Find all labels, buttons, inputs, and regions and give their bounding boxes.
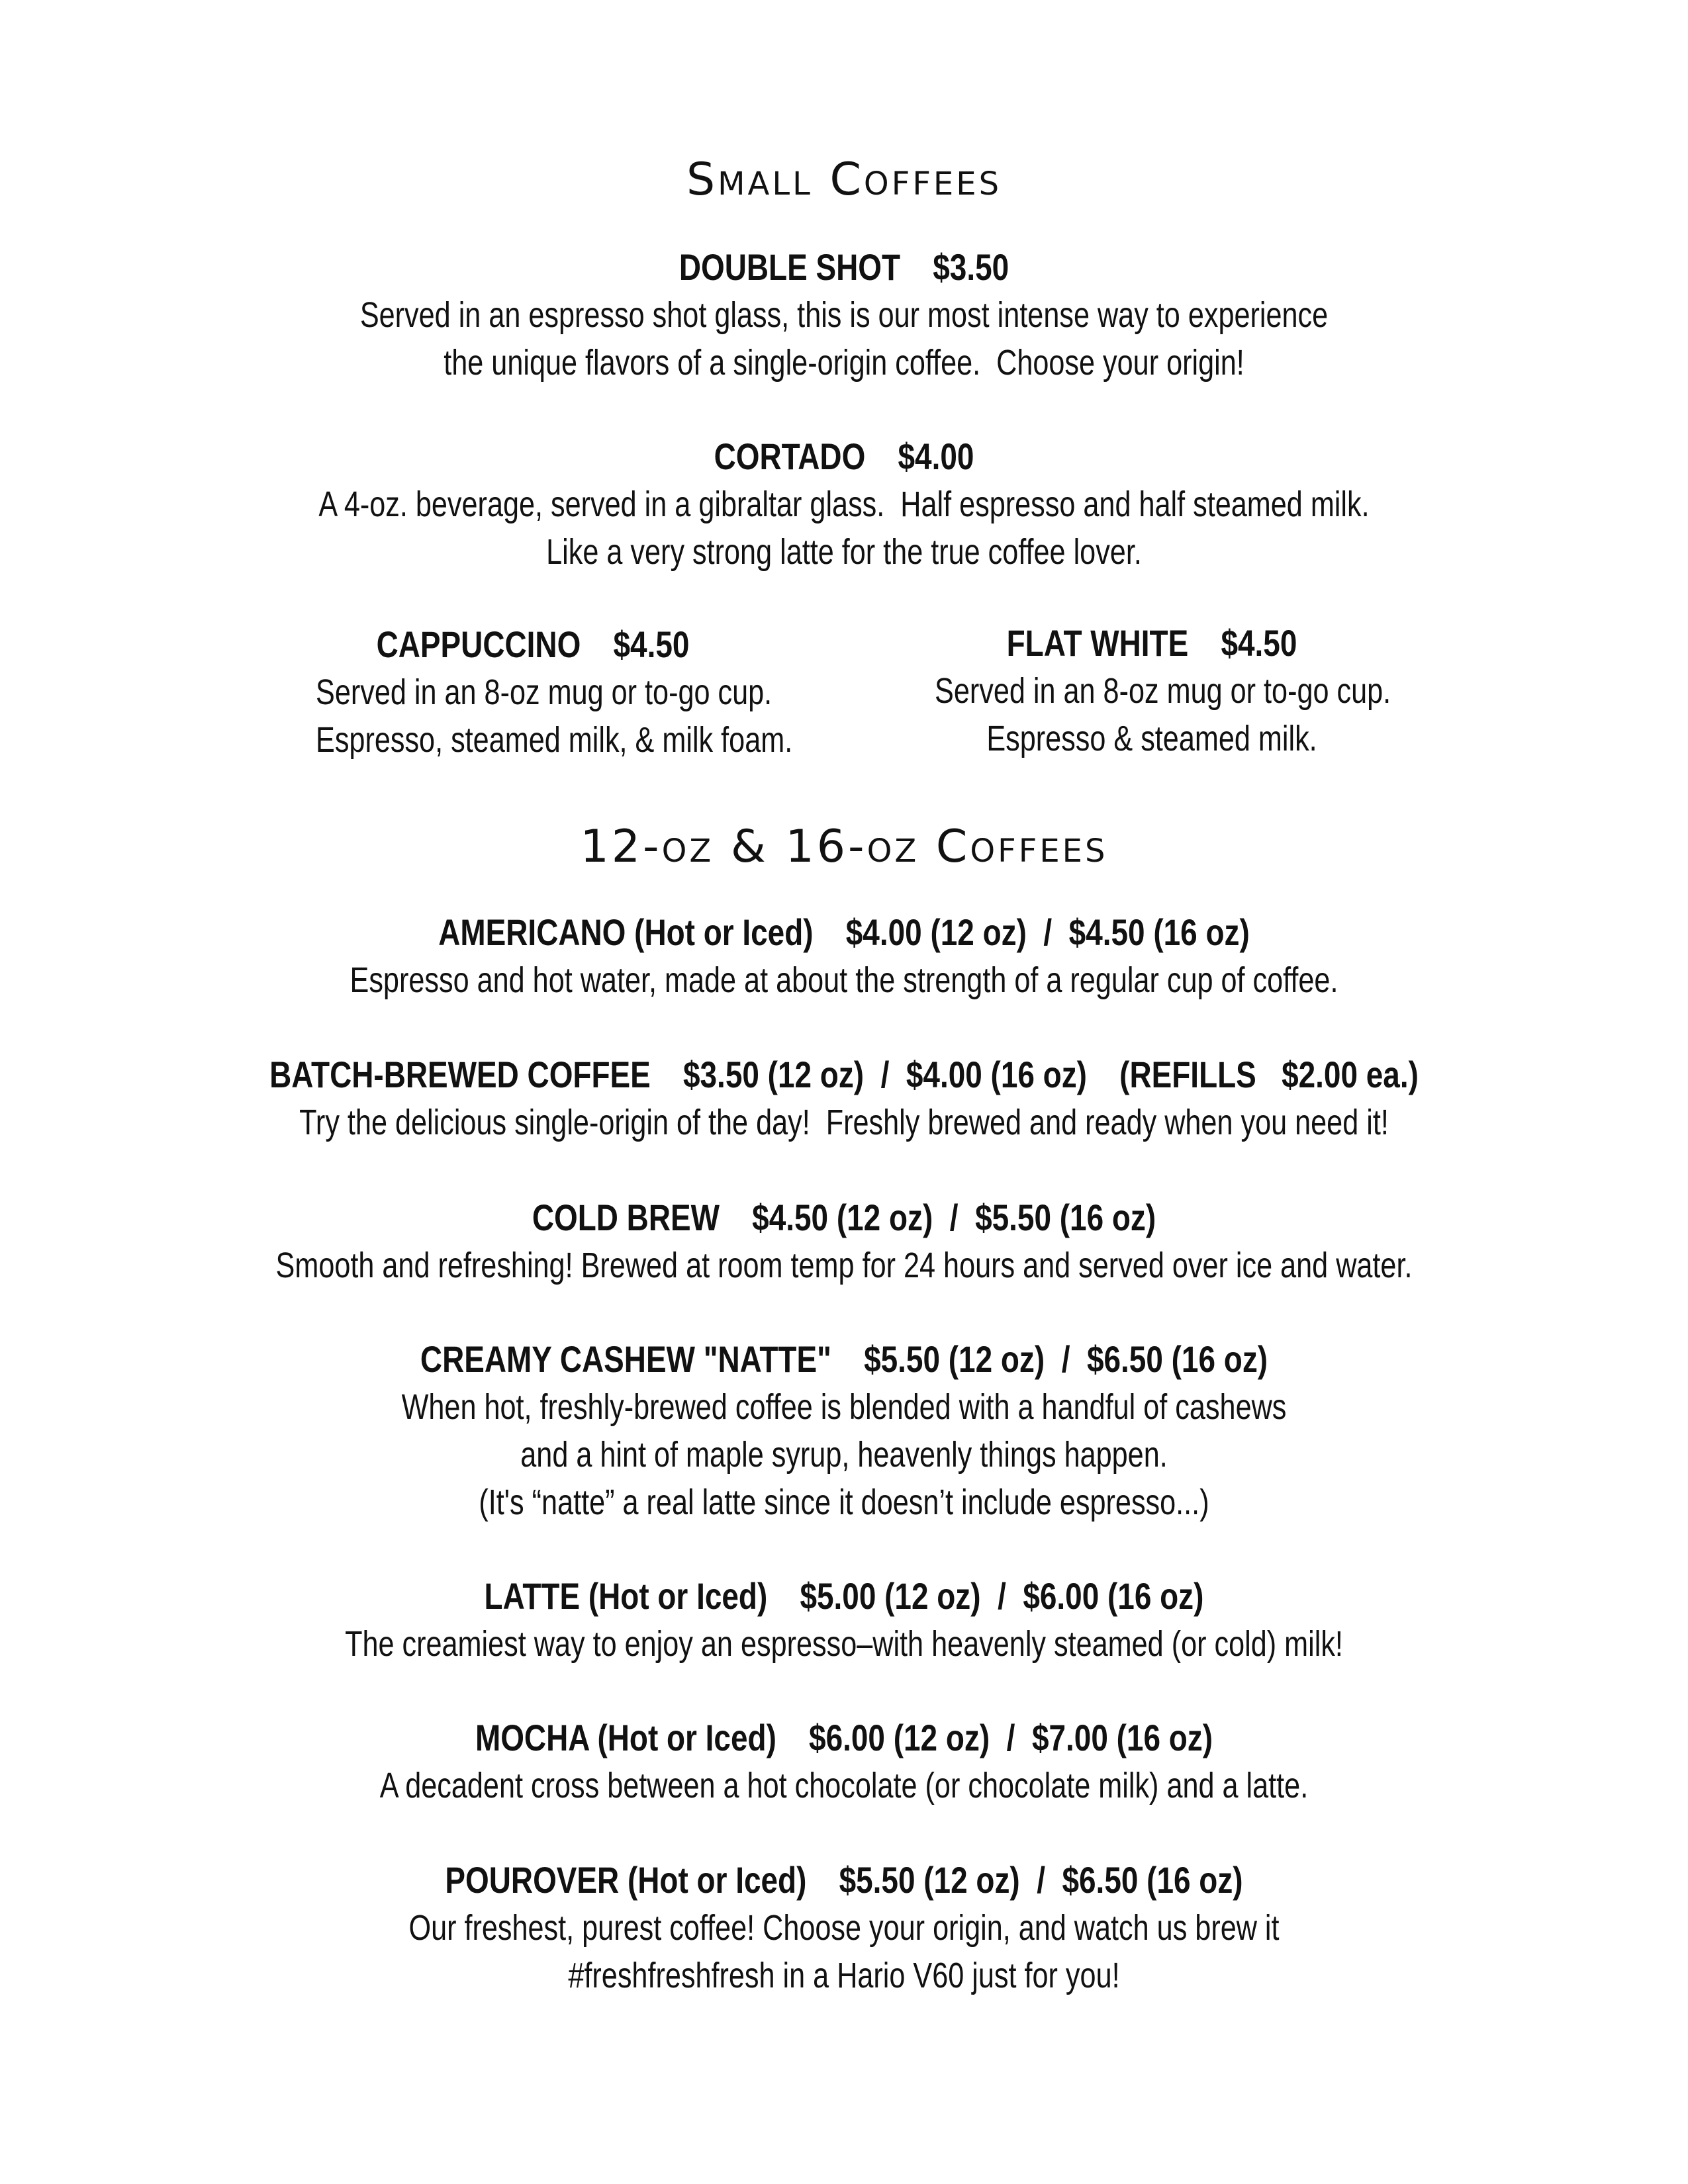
item-name: CREAMY CASHEW "NATTE" [420, 1338, 831, 1380]
item-description-line: Espresso, steamed milk, & milk foam. [316, 720, 793, 760]
item-name: AMERICANO (Hot or Iced) [438, 911, 814, 953]
item-name: MOCHA (Hot or Iced) [475, 1717, 776, 1758]
menu-item-creamy-cashew-natte [0, 1336, 1688, 1526]
item-price: $3.50 [933, 246, 1009, 288]
item-name: CORTADO [714, 435, 866, 477]
menu-item-cappuccino [261, 621, 804, 764]
item-description-line: (It's “natte” a real latte since it doesn’t include espresso...) [479, 1482, 1209, 1522]
menu-item-cold-brew [0, 1194, 1688, 1289]
item-name: FLAT WHITE [1006, 622, 1189, 664]
item-price: $4.00 [898, 435, 974, 477]
item-refill-price: (REFILLS $2.00 ea.) [1119, 1054, 1419, 1095]
menu-item-double-shot [0, 244, 1688, 387]
item-description-line: Espresso and hot water, made at about the strength of a regular cup of coffee. [350, 960, 1338, 1000]
menu-item-mocha [0, 1714, 1688, 1809]
menu-item-flat-white [880, 619, 1423, 762]
item-price: $3.50 (12 oz) / $4.00 (16 oz) [682, 1054, 1087, 1095]
menu-item-batch-brewed-coffee [0, 1051, 1688, 1146]
item-price: $4.50 (12 oz) / $5.50 (16 oz) [752, 1197, 1156, 1238]
item-price: $5.00 (12 oz) / $6.00 (16 oz) [800, 1575, 1204, 1617]
item-description-line: Served in an 8-oz mug or to-go cup. [935, 671, 1391, 711]
item-description-line: Espresso & steamed milk. [986, 719, 1317, 758]
item-description-line: The creamiest way to enjoy an espresso–with heavenly steamed (or cold) milk! [345, 1624, 1343, 1664]
menu-item-americano [0, 909, 1688, 1004]
item-description-line: Like a very strong latte for the true coffee lover. [546, 532, 1142, 572]
section-title-large-coffees: 12-oz & 16-oz Coffees [580, 821, 1108, 873]
item-price: $5.50 (12 oz) / $6.50 (16 oz) [839, 1859, 1243, 1901]
item-description-line: and a hint of maple syrup, heavenly things happen. [520, 1435, 1168, 1475]
item-name: POUROVER (Hot or Iced) [445, 1859, 807, 1901]
item-name: COLD BREW [532, 1197, 720, 1238]
item-description-line: #freshfreshfresh in a Hario V60 just for you! [568, 1956, 1120, 1995]
item-description-line: Smooth and refreshing! Brewed at room temp for 24 hours and served over ice and water. [275, 1246, 1413, 1285]
item-price: $4.00 (12 oz) / $4.50 (16 oz) [845, 911, 1250, 953]
item-name: BATCH-BREWED COFFEE [269, 1054, 651, 1095]
item-description-line: Try the delicious single-origin of the day! Freshly brewed and ready when you need it! [299, 1103, 1389, 1142]
item-description-line: Served in an espresso shot glass, this is our most intense way to experience [359, 295, 1329, 335]
item-price: $4.50 [613, 623, 690, 665]
item-price: $4.50 [1221, 622, 1297, 664]
section-title-small-coffees: Small Coffees [686, 154, 1002, 206]
menu-item-cortado [0, 433, 1688, 576]
item-description-line: the unique flavors of a single-origin coffee. Choose your origin! [444, 343, 1244, 383]
item-price: $5.50 (12 oz) / $6.50 (16 oz) [864, 1338, 1268, 1380]
item-description-line: A 4-oz. beverage, served in a gibraltar glass. Half espresso and half steamed milk. [318, 484, 1370, 524]
menu-item-pourover [0, 1856, 1688, 1999]
item-name: LATTE (Hot or Iced) [484, 1575, 768, 1617]
item-description-line: Our freshest, purest coffee! Choose your origin, and watch us brew it [408, 1908, 1280, 1948]
item-name: CAPPUCCINO [376, 623, 581, 665]
menu-item-latte [0, 1572, 1688, 1668]
item-description-line: A decadent cross between a hot chocolate (or chocolate milk) and a latte. [379, 1766, 1309, 1805]
item-description-line: When hot, freshly-brewed coffee is blended with a handful of cashews [401, 1387, 1287, 1427]
item-price: $6.00 (12 oz) / $7.00 (16 oz) [809, 1717, 1213, 1758]
item-name: DOUBLE SHOT [679, 246, 901, 288]
item-description-line: Served in an 8-oz mug or to-go cup. [316, 672, 773, 712]
